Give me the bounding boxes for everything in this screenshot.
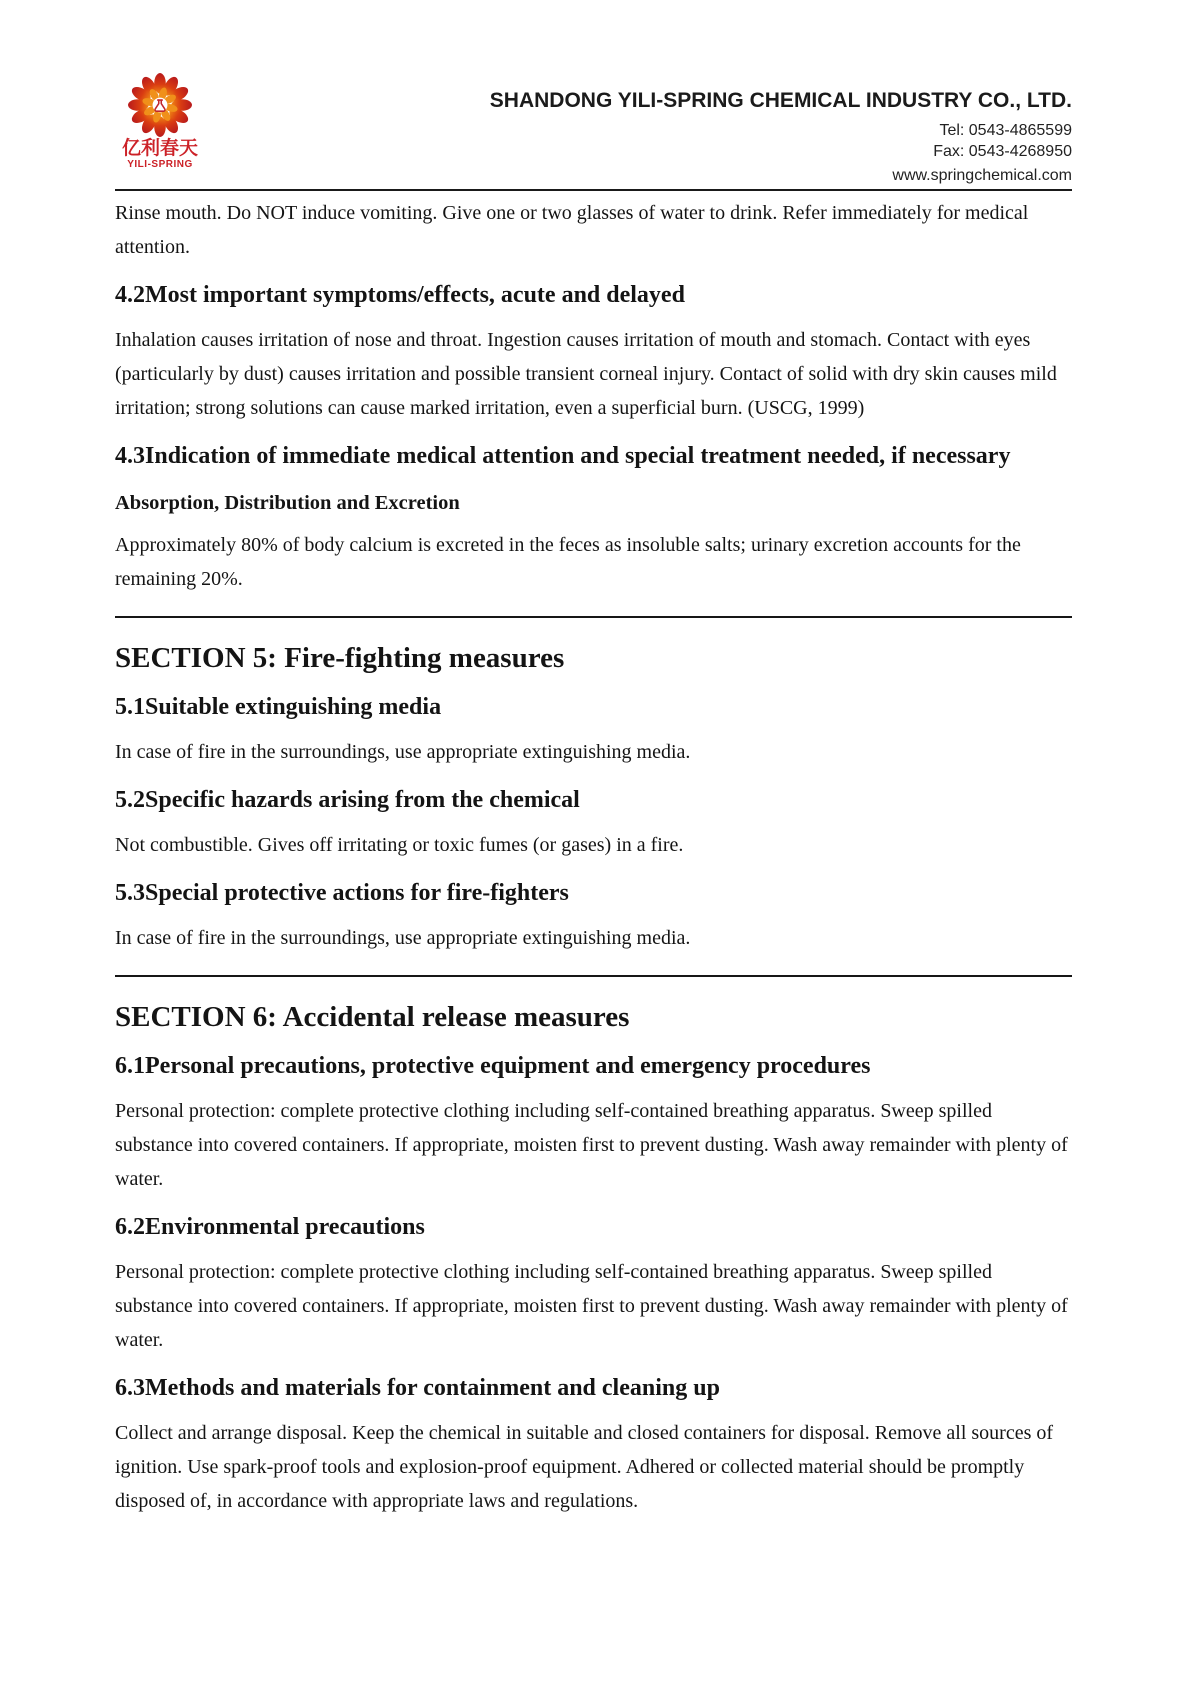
subsection-6-1-paragraph: Personal protection: complete protective clothing including self-contained breathing apparatus. Sweep spilled substance into covered containers. If appropriate, moisten first to prevent dusting. Wash away remainder with plenty of water. <box>115 1100 1068 1190</box>
subsection-heading-5-2: 5.2Specific hazards arising from the chemical <box>115 787 580 813</box>
section-divider <box>115 975 1072 977</box>
first-aid-intro-paragraph: Rinse mouth. Do NOT induce vomiting. Give one or two glasses of water to drink. Refer immediately for medical attention. <box>115 202 1029 258</box>
subsection-heading-5-3: 5.3Special protective actions for fire-fighters <box>115 880 569 906</box>
subsection-4-3-subheading: Absorption, Distribution and Excretion <box>115 492 460 514</box>
company-name: SHANDONG YILI-SPRING CHEMICAL INDUSTRY CO., LTD. <box>489 89 1072 112</box>
subsection-5-2-paragraph: Not combustible. Gives off irritating or toxic fumes (or gases) in a fire. <box>115 834 684 856</box>
subsection-4-2-paragraph: Inhalation causes irritation of nose and throat. Ingestion causes irritation of mouth and stomach. Contact with eyes (particularly by dust) causes irritation and possible transient corneal injury. Contact of solid with dry skin causes mild irritation; strong solutions can cause marked irritation, even a superficial burn. (USCG, 1999) <box>115 329 1057 419</box>
subsection-6-3-paragraph: Collect and arrange disposal. Keep the chemical in suitable and closed containers for disposal. Remove all sources of ignition. Use spark-proof tools and explosion-proof equipment. Adhered or collected material should be promptly disposed of, in accordance with appropriate laws and regulations. <box>115 1422 1054 1512</box>
subsection-heading-5-1: 5.1Suitable extinguishing media <box>115 694 442 720</box>
subsection-6-2-paragraph: Personal protection: complete protective clothing including self-contained breathing apparatus. Sweep spilled substance into covered containers. If appropriate, moisten first to prevent dusting. Wash away remainder with plenty of water. <box>115 1261 1068 1351</box>
subsection-heading-6-1: 6.1Personal precautions, protective equipment and emergency procedures <box>115 1053 871 1079</box>
header <box>115 72 1072 191</box>
website-line: www.springchemical.com <box>892 167 1072 184</box>
subsection-heading-4-2: 4.2Most important symptoms/effects, acute and delayed <box>115 282 685 308</box>
tel-line: Tel: 0543-4865599 <box>939 122 1072 139</box>
subsection-4-3-paragraph: Approximately 80% of body calcium is excreted in the feces as insoluble salts; urinary excretion accounts for the remaining 20%. <box>115 534 1021 590</box>
document-body <box>115 196 1072 1518</box>
section-6-heading: SECTION 6: Accidental release measures <box>115 1001 630 1033</box>
subsection-heading-4-3: 4.3Indication of immediate medical attention and special treatment needed, if necessary <box>115 443 1011 469</box>
flower-logo-icon <box>127 72 193 138</box>
fax-line: Fax: 0543-4268950 <box>933 143 1072 160</box>
logo-chinese-name: 亿利春天 <box>121 138 198 159</box>
section-5-heading: SECTION 5: Fire-fighting measures <box>115 642 565 674</box>
subsection-heading-6-3: 6.3Methods and materials for containment and cleaning up <box>115 1375 720 1401</box>
section-divider <box>115 616 1072 618</box>
company-logo <box>115 72 205 171</box>
subsection-5-1-paragraph: In case of fire in the surroundings, use appropriate extinguishing media. <box>115 741 691 763</box>
subsection-heading-6-2: 6.2Environmental precautions <box>115 1214 425 1240</box>
logo-latin-name: YILI-SPRING <box>127 159 193 170</box>
subsection-5-3-paragraph: In case of fire in the surroundings, use appropriate extinguishing media. <box>115 927 691 949</box>
header-contact-block <box>490 72 1072 186</box>
